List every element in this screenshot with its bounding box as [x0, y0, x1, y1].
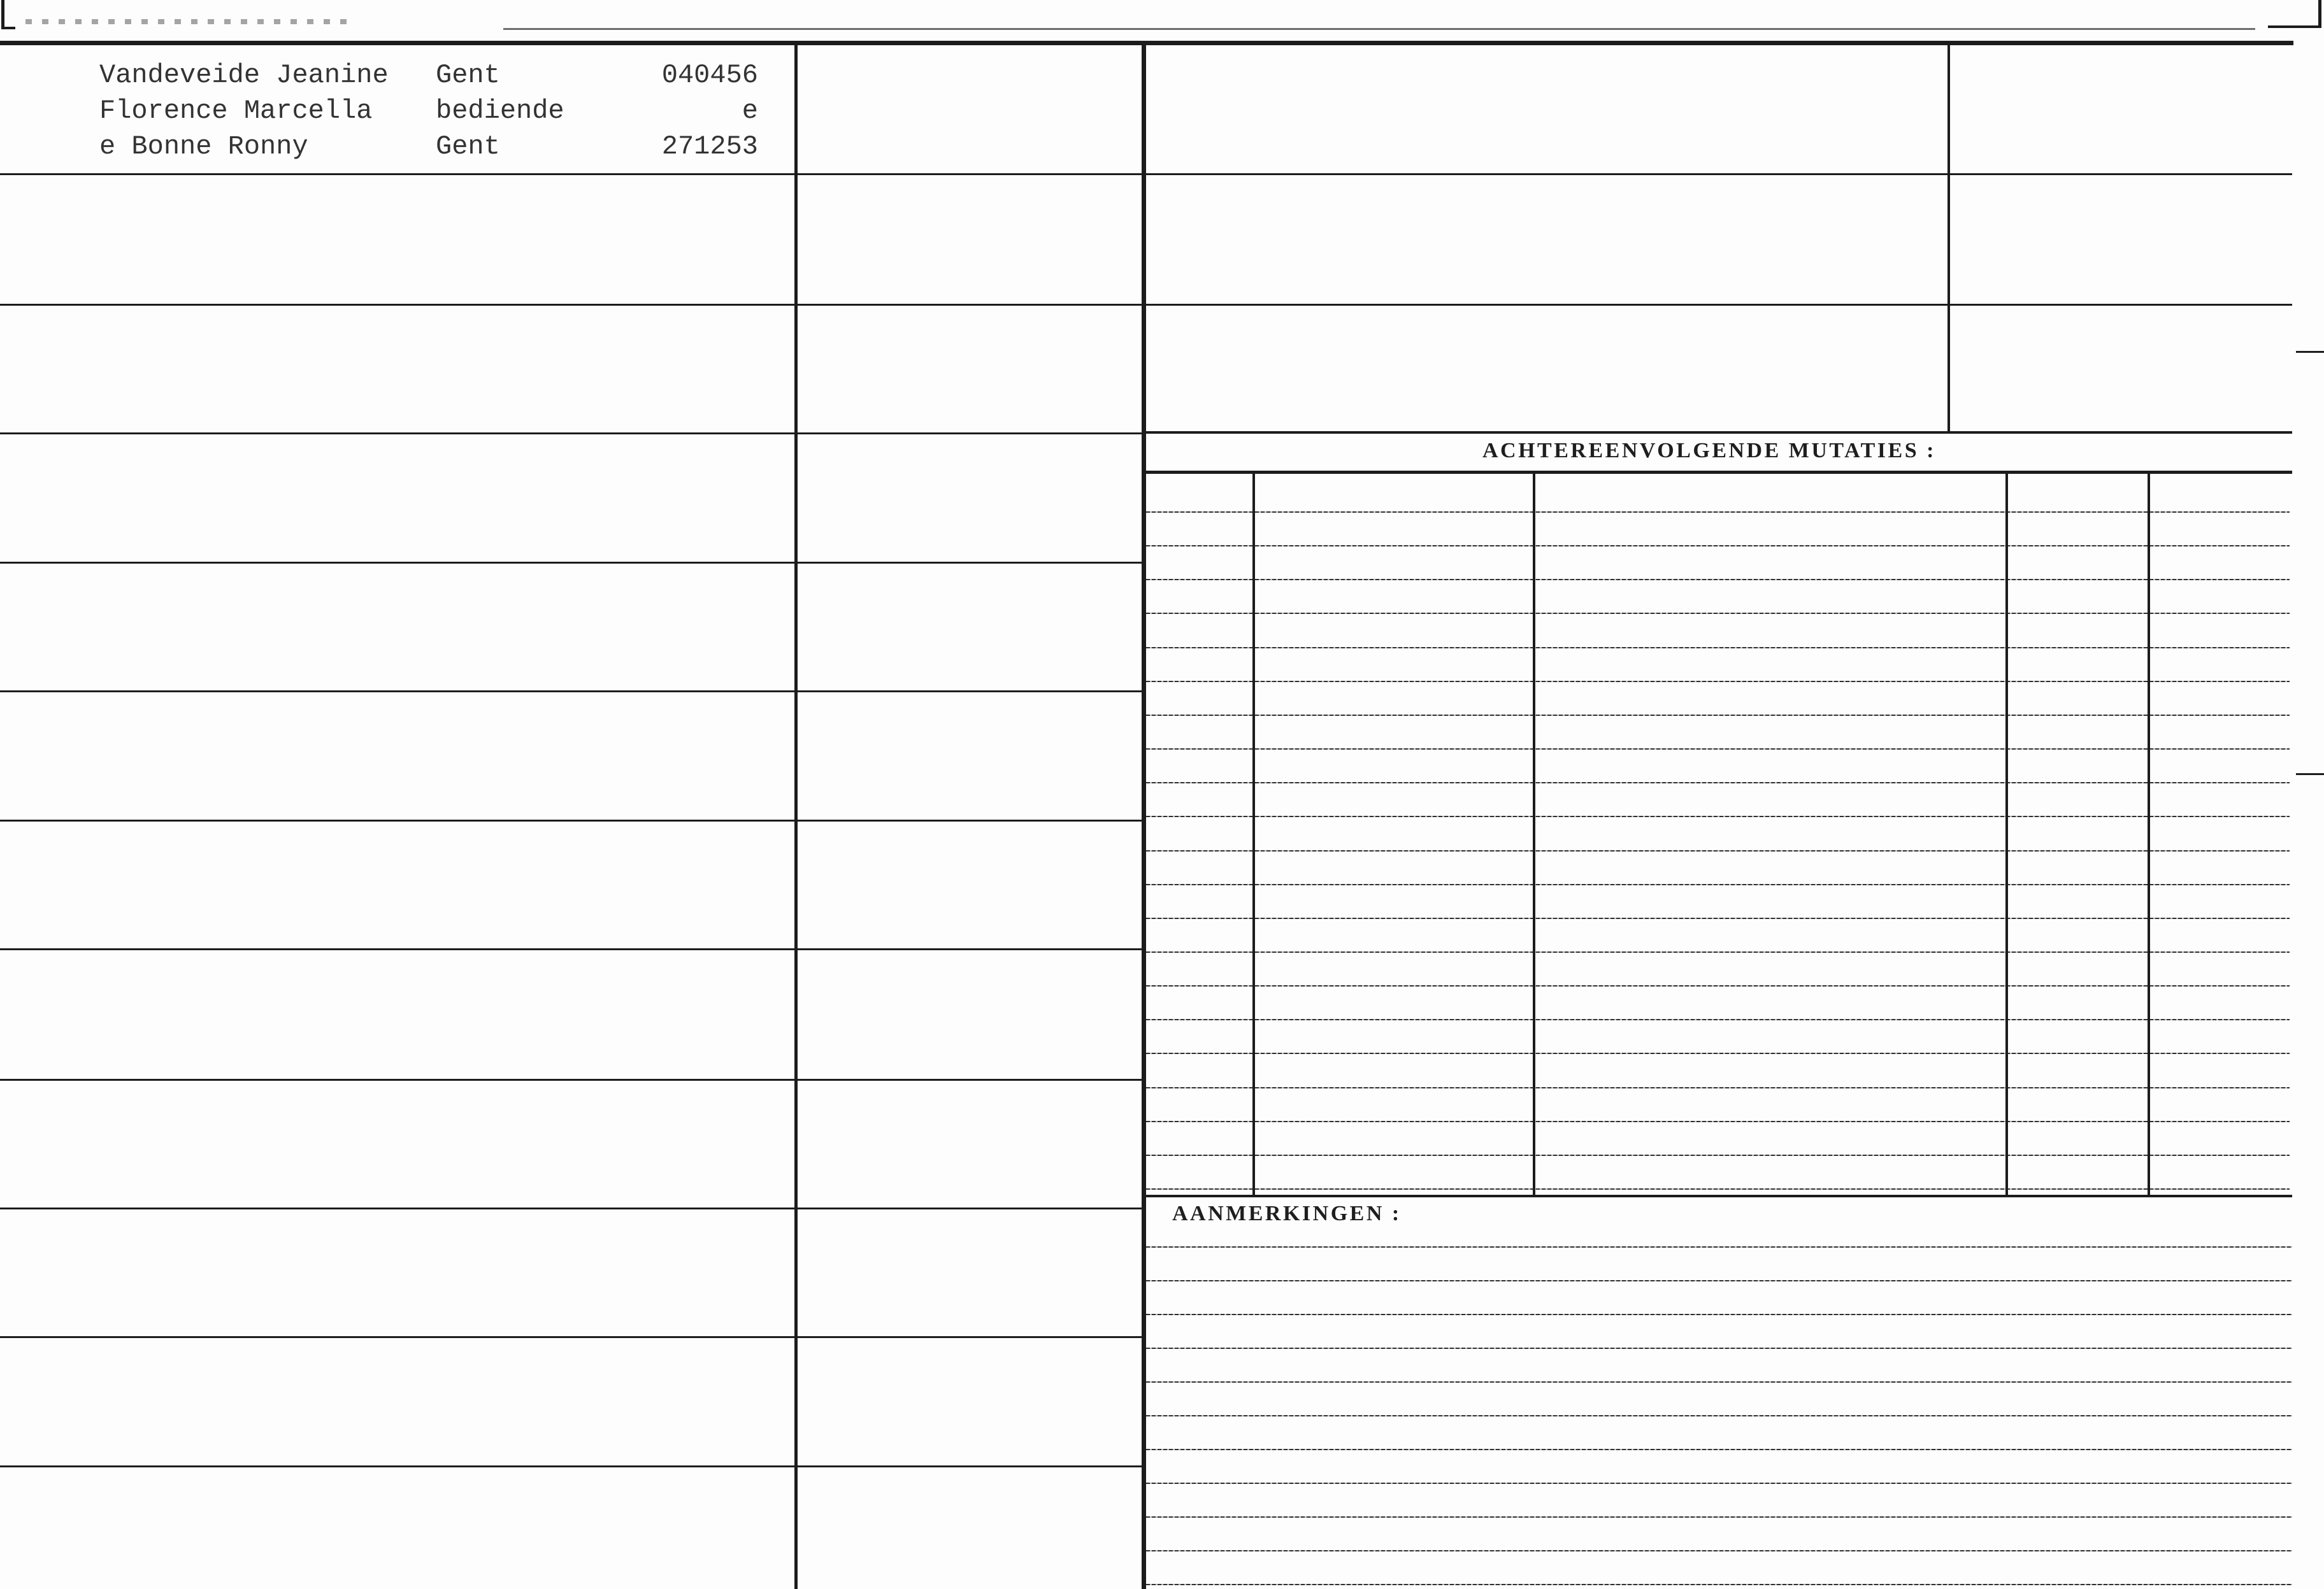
remarks-line — [1146, 1348, 2292, 1349]
corner-mark-left-foot — [1, 27, 15, 29]
mutations-row-line — [1146, 1053, 2290, 1054]
mutations-column-line — [1252, 473, 1255, 1196]
upper-right-column-divider — [1947, 45, 1950, 431]
upper-right-row-line — [1146, 173, 2292, 175]
entry-place-line: Gent — [436, 131, 500, 162]
mutations-row-line — [1146, 613, 2290, 614]
register-row-line — [0, 690, 1142, 692]
mutations-row-line — [1146, 985, 2290, 987]
mutations-row-line — [1146, 951, 2290, 953]
mutations-row-line — [1146, 715, 2290, 716]
corner-mark-left — [1, 0, 4, 29]
entry-place-occupation — [436, 57, 564, 164]
mutations-column-line — [1533, 473, 1535, 1196]
remarks-line — [1146, 1246, 2292, 1248]
register-row-line — [0, 1208, 1142, 1209]
mutations-row-line — [1146, 1019, 2290, 1020]
mutations-column-line — [2148, 473, 2150, 1196]
entry-date-line: e — [742, 96, 758, 126]
mutations-row-line — [1146, 1155, 2290, 1156]
mutations-table-top-rule — [1146, 471, 2292, 474]
entry-dates — [631, 57, 758, 164]
entry-name-line: Florence Marcella — [99, 96, 373, 126]
register-row-line — [0, 948, 1142, 950]
mutations-heading: ACHTEREENVOLGENDE MUTATIES : — [1482, 439, 1936, 462]
scan-smudge — [25, 19, 357, 24]
entry-place-line: bediende — [436, 96, 564, 126]
mutations-row-line — [1146, 850, 2290, 852]
corner-mark-right-foot — [2268, 25, 2321, 28]
mutations-heading-top-rule — [1146, 431, 2292, 434]
register-row-line — [0, 432, 1142, 434]
remarks-line — [1146, 1415, 2292, 1416]
mutations-row-line — [1146, 816, 2290, 817]
remarks-line — [1146, 1449, 2292, 1450]
mutations-row-line — [1146, 782, 2290, 783]
edge-tick-mark — [2296, 351, 2324, 353]
entry-date-line: 271253 — [661, 131, 758, 162]
remarks-line — [1146, 1314, 2292, 1315]
register-row-line — [0, 1336, 1142, 1338]
entry-name-line: e Bonne Ronny — [99, 131, 308, 162]
mutations-row-line — [1146, 681, 2290, 682]
remarks-line — [1146, 1381, 2292, 1383]
mutations-row-line — [1146, 918, 2290, 919]
remarks-line — [1146, 1483, 2292, 1484]
remarks-heading: AANMERKINGEN : — [1172, 1202, 1402, 1225]
mutations-row-line — [1146, 1121, 2290, 1122]
center-column-divider — [1142, 45, 1146, 1589]
register-row-line — [0, 304, 1142, 306]
remarks-line — [1146, 1280, 2292, 1281]
mutations-row-line — [1146, 1087, 2290, 1088]
mutations-column-line — [2005, 473, 2008, 1196]
remarks-line — [1146, 1550, 2292, 1551]
register-row-line — [0, 1465, 1142, 1467]
remarks-line — [1146, 1516, 2292, 1518]
entry-place-line: Gent — [436, 60, 500, 90]
remarks-line — [1146, 1584, 2292, 1585]
corner-mark-right — [2318, 0, 2321, 28]
mutations-row-line — [1146, 511, 2290, 513]
register-row-line — [0, 173, 1142, 175]
register-row-line — [0, 820, 1142, 822]
mutations-table-bottom-rule — [1146, 1195, 2292, 1197]
register-row-line — [0, 1079, 1142, 1081]
mutations-row-line — [1146, 884, 2290, 885]
mutations-row-line — [1146, 748, 2290, 750]
register-row-line — [0, 562, 1142, 564]
left-column-divider — [794, 45, 798, 1589]
entry-name-line: Vandeveide Jeanine — [99, 60, 389, 90]
top-thin-rule — [503, 28, 2255, 30]
upper-right-row-line — [1146, 304, 2292, 306]
mutations-row-line — [1146, 545, 2290, 546]
mutations-row-line — [1146, 647, 2290, 648]
entry-name — [99, 57, 389, 164]
mutations-row-line — [1146, 1188, 2290, 1190]
entry-date-line: 040456 — [661, 60, 758, 90]
mutations-row-line — [1146, 579, 2290, 580]
edge-tick-mark — [2296, 773, 2324, 775]
top-border-rule — [0, 41, 2293, 45]
